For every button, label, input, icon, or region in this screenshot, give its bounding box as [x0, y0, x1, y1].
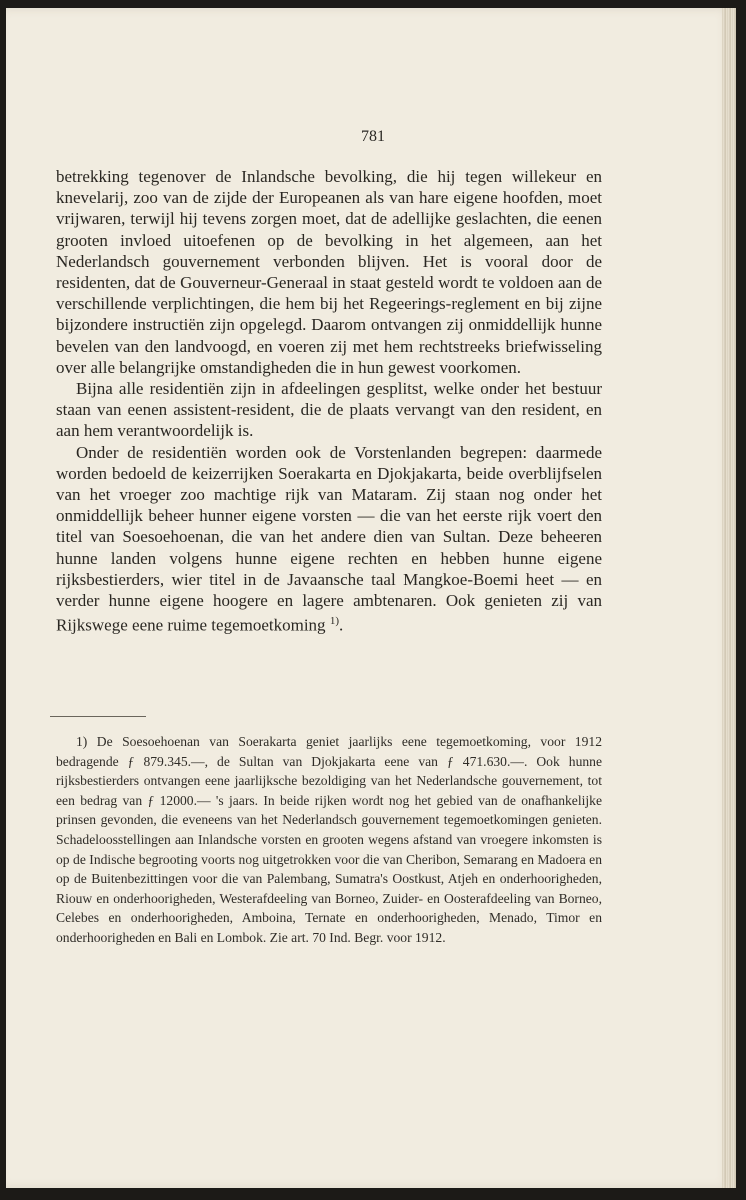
body-text [56, 166, 602, 636]
page-edge [722, 8, 736, 1188]
paragraph-3-text: Onder de residentiën worden ook de Vorstenlanden begrepen: daarmede worden bedoeld de keizerrijken Soerakarta en Djokjakarta, beide overblijfselen van het vroeger zoo machtige rijk van Mataram. Zij staan nog onder het onmiddellijk beheer hunner eigene vorsten — die van het eerste rijk voert den titel van Soesoehoenan, die van het andere dien van Sultan. Deze beheeren hunne landen volgens hunne eigene rechten en hebben hunne eigene rijksbestierders, wier titel in de Javaansche taal Mangkoe-Boemi heet — en verder hunne eigene hoogere en lagere ambtenaren. Ook genieten zij van Rijkswege eene ruime tegemoetkoming [56, 442, 602, 635]
paragraph-2: Bijna alle residentiën zijn in afdeelingen gesplitst, welke onder het bestuur staan van eenen assistent-resident, die de plaats vervangt van den resident, en aan hem verantwoordelijk is. [56, 379, 602, 441]
paragraph-3: Onder de residentiën worden ook de Vorstenlanden begrepen: daarmede worden bedoeld de keizerrijken Soerakarta en Djokjakarta, beide overblijfselen van het vroeger zoo machtige rijk van Mataram. Zij staan nog onder het onmiddellijk beheer hunner eigene vorsten — die van het eerste rijk voert den titel van Soesoehoenan, die van het andere dien van Sultan. Deze beheeren hunne landen volgens hunne eigene rechten en hebben hunne eigene rijksbestierders, wier titel in de Javaansche taal Mangkoe-Boemi heet — en verder hunne eigene hoogere en lagere ambtenaren. Ook genieten zij van Rijkswege eene ruime tegemoetkoming $^{1)}$. [56, 442, 602, 635]
footnote-rule [50, 716, 146, 717]
footnote [56, 732, 602, 948]
footnote-text: 1) De Soesoehoenan van Soerakarta geniet jaarlijks eene tegemoetkoming, voor 1912 bedragende ƒ 879.345.—, de Sultan van Djokjakarta eene van ƒ 471.630.—. Ook hunne rijksbestierders ontvangen eene jaarlijksche bezoldiging van het Nederlandsche gouvernement, tot een bedrag van ƒ 12000.— 's jaars. In beide rijken wordt nog het gebied van de onafhankelijke prinsen gevonden, die eveneens van het Nederlandsch gouvernement tegemoetkomingen genieten. Schadeloosstellingen aan Inlandsche vorsten en grooten wegens afstand van vroegere inkomsten is op de Indische begrooting voorts nog uitgetrokken voor die van Cheribon, Semarang en Madoera en op de Buitenbezittingen voor die van Palembang, Sumatra's Oostkust, Atjeh en onderhoorigheden, Riouw en onderhoorigheden, Westerafdeeling van Borneo, Zuider- en Oosterafdeeling van Borneo, Celebes en onderhoorigheden, Amboina, Ternate en onderhoorigheden, Menado, Timor en onderhoorigheden en Bali en Lombok. Zie art. 70 Ind. Begr. voor 1912. [56, 734, 602, 945]
page-number: 781 [361, 128, 385, 145]
paragraph-1: betrekking tegenover de Inlandsche bevolking, die hij tegen willekeur en knevelarij, zoo van de zijde der Europeanen als van hare eigene hoofden, moet vrijwaren, terwijl hij tevens zorgen moet, dat de adellijke geslachten, die eenen grooten invloed uitoefenen op de bevolking in het algemeen, aan het Nederlandsch gouvernement verbonden blijven. Het is vooral door de residenten, dat de Gouverneur-Generaal in staat gesteld wordt te voldoen aan de verschillende verplichtingen, die hem bij het Regeerings-reglement en bij zijne bijzondere instructiën zijn opgelegd. Daarom ontvangen zij onmiddellijk hunne bevelen van den landvoogd, en voeren zij met hem rechtstreeks briefwisseling over alle belangrijke omstandigheden die in hun gewest voorkomen. [56, 167, 602, 377]
footnote-reference: 1) [329, 615, 339, 628]
